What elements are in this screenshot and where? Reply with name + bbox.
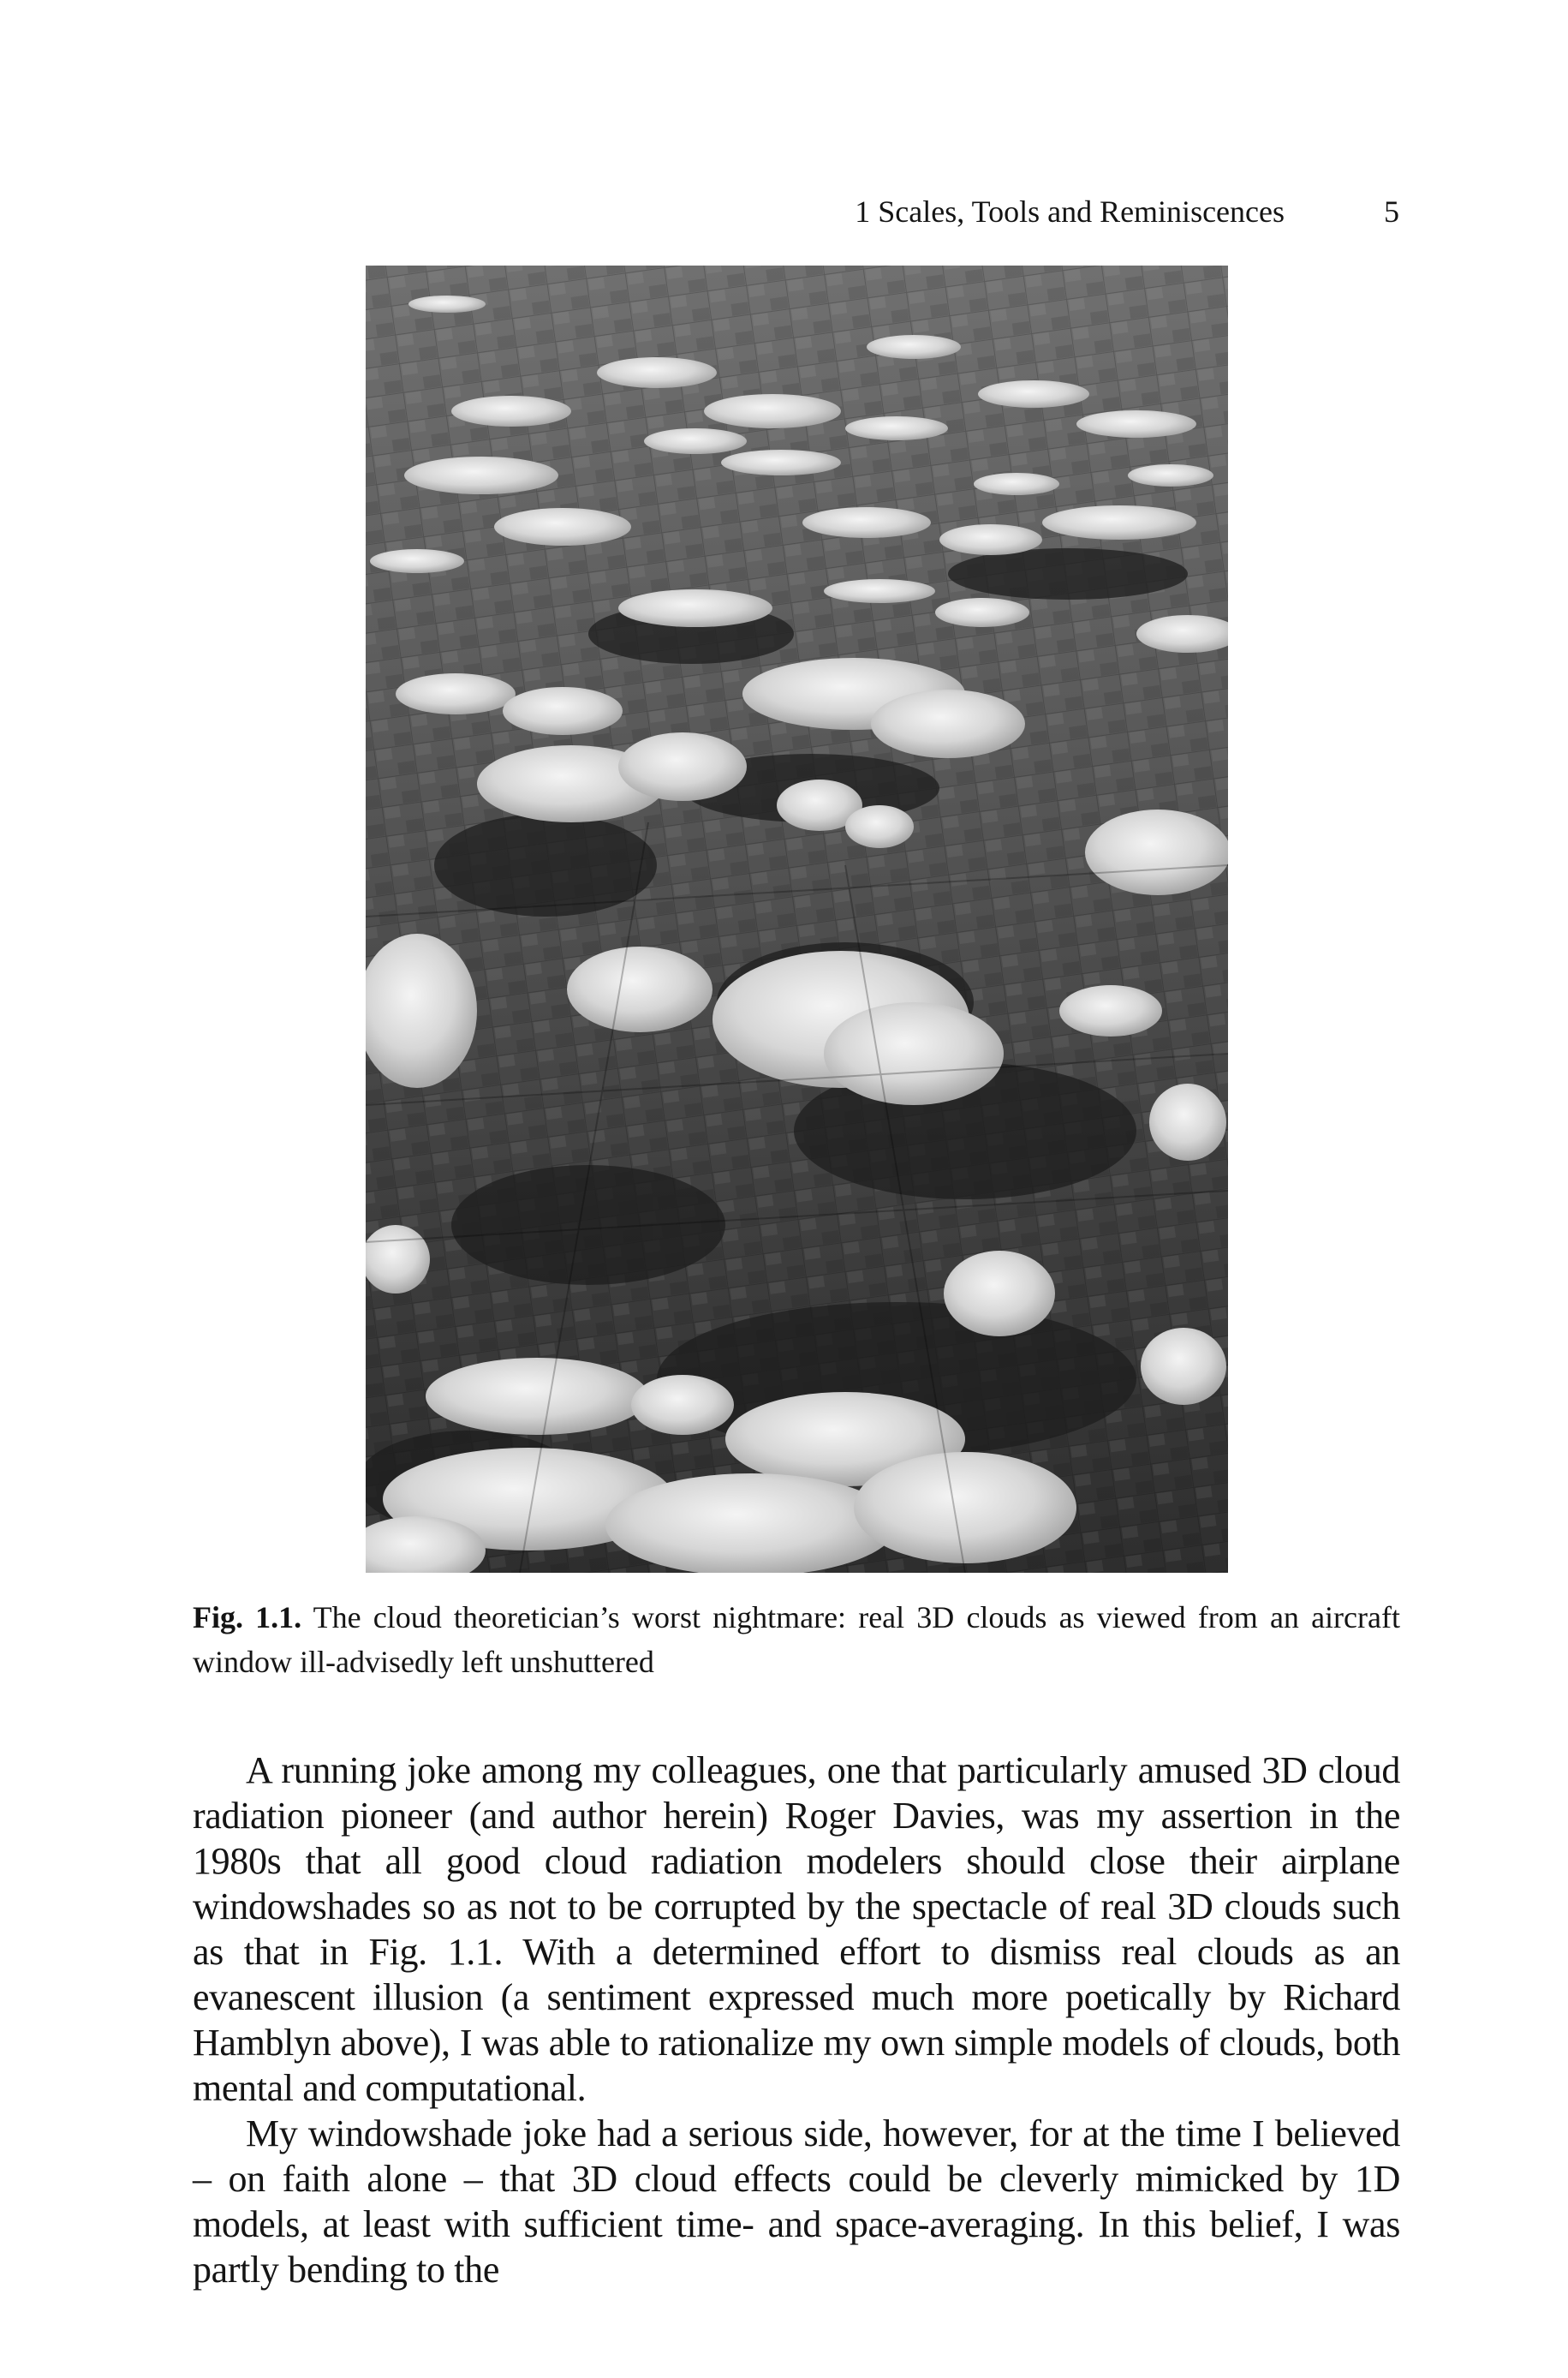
page-number: 5 [1384, 194, 1399, 229]
figure-caption-text: The cloud theoretician’s worst nightmare: real 3D clouds as viewed from an aircraft window ill-advisedly left unshuttered [193, 1600, 1400, 1679]
figure-label: Fig. 1.1. [193, 1600, 302, 1634]
running-head [0, 190, 1399, 233]
chapter-title: 1 Scales, Tools and Reminiscences [855, 194, 1285, 229]
body-text [193, 1748, 1400, 2292]
aerial-clouds-photo-icon [366, 266, 1228, 1573]
paragraph: My windowshade joke had a serious side, however, for at the time I believed – on faith alone – that 3D cloud effects could be cleverly mimicked by 1D models, at least with sufficient time- and space-averaging. In this belief, I was partly bending to the [193, 2112, 1400, 2291]
figure-photo [366, 266, 1228, 1573]
figure-caption [193, 1595, 1400, 1684]
paragraph: A running joke among my colleagues, one that particularly amused 3D cloud radiation pioneer (and author herein) Roger Davies, was my assertion in the 1980s that all good cloud radiation modelers should close their airplane windowshades so as not to be corrupted by the spectacle of real 3D clouds such as that in Fig. 1.1. With a determined effort to dismiss real clouds as an evanescent illusion (a sentiment expressed much more poetically by Richard Hamblyn above), I was able to rationalize my own simple models of clouds, both mental and computational. [193, 1749, 1400, 2109]
